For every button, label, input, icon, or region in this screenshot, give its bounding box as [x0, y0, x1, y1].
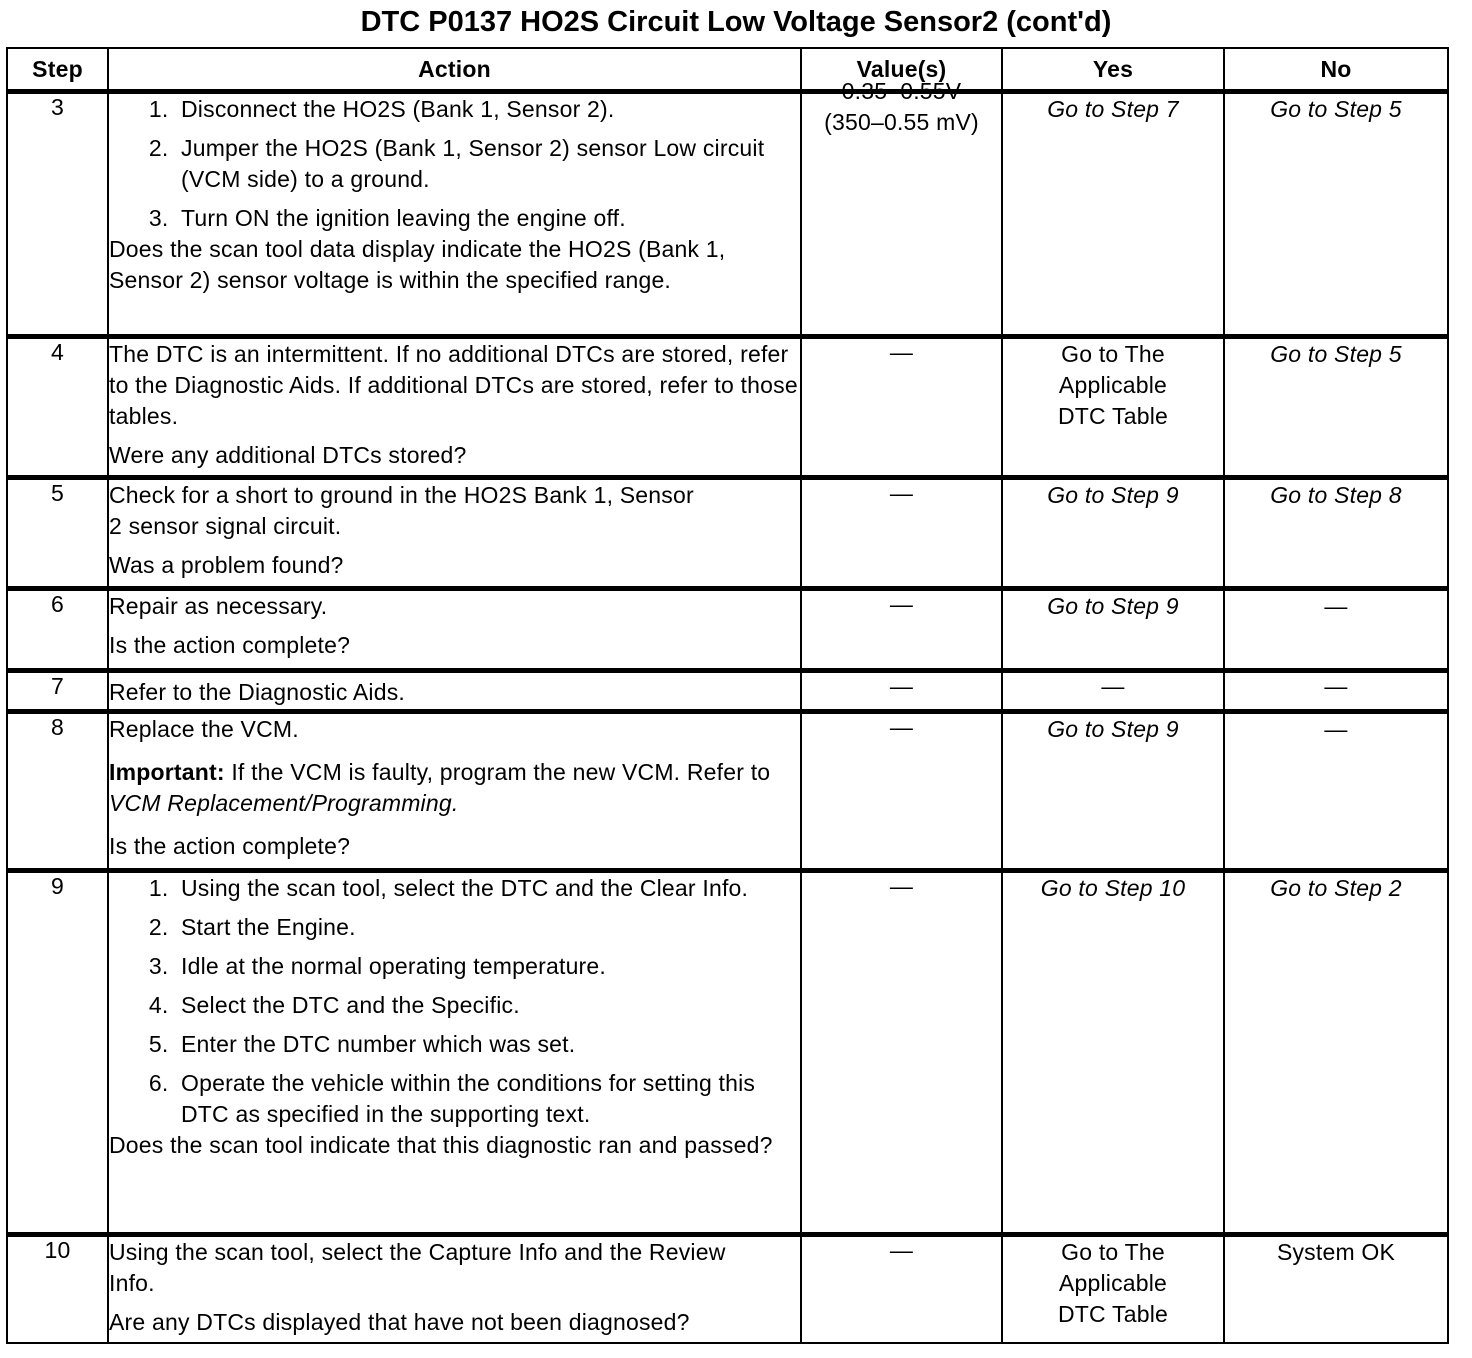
table-row: [7, 1235, 1448, 1343]
action-text: Check for a short to ground in the HO2S Bank 1, Sensor 2 sensor signal circuit.: [109, 482, 694, 539]
list-item: 1. Disconnect the HO2S (Bank 1, Sensor 2).: [175, 94, 800, 125]
important-text: If the VCM is faulty, program the new VCM. Refer to: [231, 759, 771, 785]
action-question: Does the scan tool indicate that this diagnostic ran and passed?: [109, 1132, 773, 1158]
no-cell: Go to Step 2: [1224, 871, 1448, 1235]
action-text: Repair as necessary.: [109, 593, 328, 619]
list-item: 3. Turn ON the ignition leaving the engine off.: [175, 203, 800, 234]
value-dash: —: [889, 339, 914, 365]
yes-cell: Go to Step 9: [1002, 712, 1224, 871]
action-text: Replace the VCM.: [109, 716, 299, 742]
value-range: 0.35–0.55V: [841, 78, 962, 104]
step-number: 4: [7, 337, 108, 478]
yes-cell: Go to Step 9: [1002, 589, 1224, 671]
no-cell: —: [1224, 589, 1448, 671]
list-item: 4. Select the DTC and the Specific.: [175, 990, 800, 1021]
list-item: 2. Start the Engine.: [175, 912, 800, 943]
action-text: The DTC is an intermittent. If no additional DTCs are stored, refer to the Diagnostic Aids. If additional DTCs are stored, refer to those tables.: [109, 341, 798, 429]
no-cell: Go to Step 5: [1224, 337, 1448, 478]
action-text: Using the scan tool, select the Capture Info and the Review Info.: [109, 1239, 726, 1296]
action-cell: [108, 712, 801, 871]
value-cell: —: [801, 671, 1002, 712]
action-list: [109, 873, 800, 1130]
list-item: 2. Jumper the HO2S (Bank 1, Sensor 2) sensor Low circuit (VCM side) to a ground.: [175, 133, 800, 195]
value-dash: —: [889, 480, 914, 506]
value-cell: [801, 589, 1002, 671]
step-number: 10: [7, 1235, 108, 1343]
value-cell: [801, 78, 1002, 337]
list-item: 1. Using the scan tool, select the DTC and the Clear Info.: [175, 873, 800, 904]
list-item: 5. Enter the DTC number which was set.: [175, 1029, 800, 1060]
header-action: Action: [108, 48, 801, 92]
yes-cell: Go to The Applicable DTC Table: [1002, 1235, 1224, 1343]
no-cell: Go to Step 5: [1224, 92, 1448, 337]
header-no: No: [1224, 48, 1448, 92]
value-dash: —: [889, 873, 914, 899]
action-question: Is the action complete?: [109, 833, 351, 859]
action-question: Were any additional DTCs stored?: [109, 442, 467, 468]
table-row: [7, 589, 1448, 671]
no-cell: —: [1224, 712, 1448, 871]
header-step: Step: [7, 48, 108, 92]
action-question: Is the action complete?: [109, 632, 351, 658]
step-number: 7: [7, 671, 108, 712]
table-row: [7, 92, 1448, 337]
table-row: [7, 712, 1448, 871]
table-header-row: [7, 48, 1448, 92]
table-row: [7, 337, 1448, 478]
value-cell: [801, 871, 1002, 1235]
action-cell: [108, 92, 801, 337]
value-cell: [801, 337, 1002, 478]
value-cell: [801, 712, 1002, 871]
header-yes: Yes: [1002, 48, 1224, 92]
action-cell: [108, 1235, 801, 1343]
yes-cell: Go to Step 7: [1002, 92, 1224, 337]
yes-cell: Go to Step 10: [1002, 871, 1224, 1235]
list-item: 3. Idle at the normal operating temperature.: [175, 951, 800, 982]
action-cell: [108, 478, 801, 589]
action-text: Refer to the Diagnostic Aids.: [109, 678, 406, 705]
action-question: Was a problem found?: [109, 552, 344, 578]
action-cell: [108, 337, 801, 478]
step-number: 9: [7, 871, 108, 1235]
step-number: 3: [7, 92, 108, 337]
value-cell: [801, 478, 1002, 589]
value-dash: —: [889, 591, 914, 617]
no-cell: Go to Step 8: [1224, 478, 1448, 589]
no-cell: —: [1224, 671, 1448, 712]
reference-link: VCM Replacement/Programming.: [109, 790, 459, 816]
step-number: 6: [7, 589, 108, 671]
important-label: Important:: [109, 759, 225, 785]
action-list: [109, 94, 800, 234]
header-values: Value(s): [801, 48, 1002, 92]
table-row: [7, 871, 1448, 1235]
action-cell: [108, 671, 801, 712]
step-number: 5: [7, 478, 108, 589]
action-cell: [108, 589, 801, 671]
page-title: DTC P0137 HO2S Circuit Low Voltage Sensor2 (cont'd): [360, 6, 1112, 38]
value-cell: [801, 1235, 1002, 1343]
yes-cell: Go to Step 9: [1002, 478, 1224, 589]
yes-cell: —: [1002, 671, 1224, 712]
action-question: Are any DTCs displayed that have not been diagnosed?: [109, 1309, 690, 1335]
list-item: 6. Operate the vehicle within the conditions for setting this DTC as specified in the supporting text.: [175, 1068, 800, 1130]
value-dash: —: [889, 714, 914, 740]
table-row: [7, 671, 1448, 712]
value-dash: —: [889, 1237, 914, 1263]
important-note: [109, 757, 800, 819]
step-number: 8: [7, 712, 108, 871]
no-cell: System OK: [1224, 1235, 1448, 1343]
action-cell: [108, 871, 801, 1235]
table-row: [7, 478, 1448, 589]
diagnostic-table: [6, 47, 1449, 1344]
value-range-mv: (350–0.55 mV): [824, 109, 979, 135]
action-question: Does the scan tool data display indicate the HO2S (Bank 1, Sensor 2) sensor voltage is within the specified range.: [109, 236, 726, 293]
yes-cell: Go to The Applicable DTC Table: [1002, 337, 1224, 478]
